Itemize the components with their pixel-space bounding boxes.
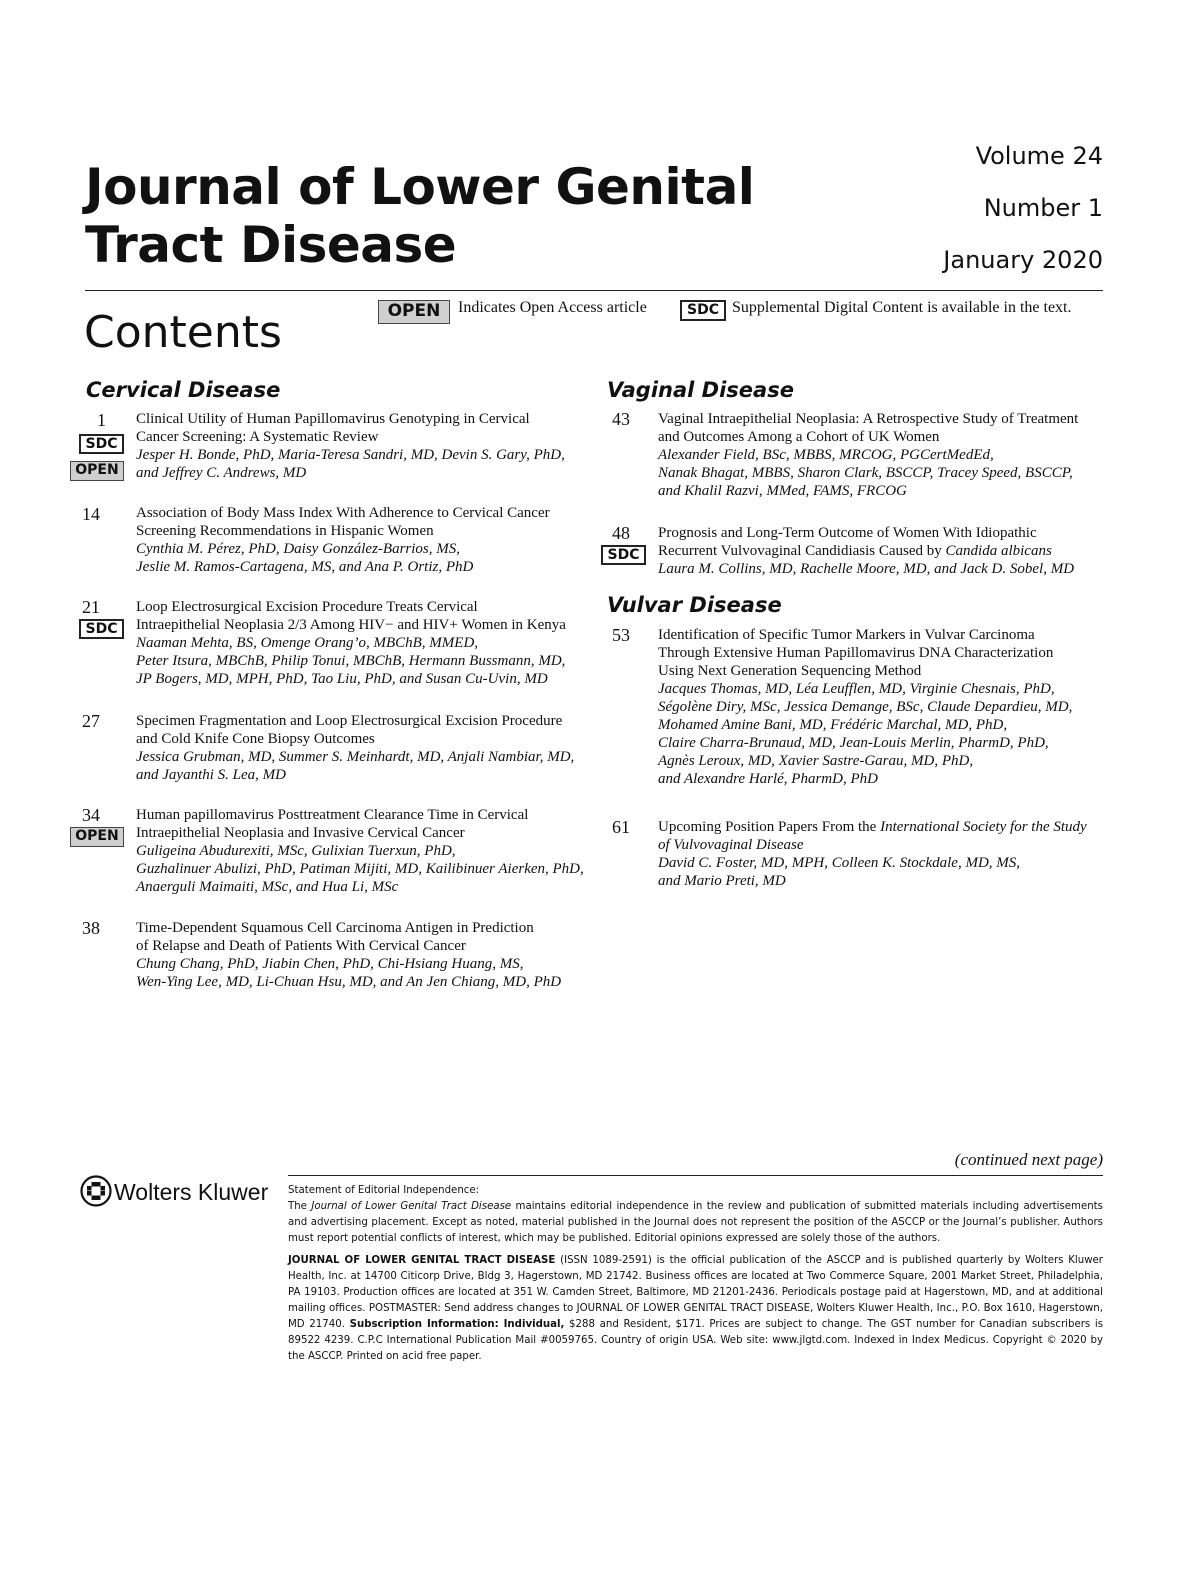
article-title[interactable]: Cancer Screening: A Systematic Review — [136, 429, 379, 445]
section-heading-cervical: Cervical Disease — [86, 378, 281, 402]
footer-text — [288, 1183, 1103, 1365]
sdc-legend-text: Supplemental Digital Content is available in the text. — [732, 299, 1072, 316]
article-authors: Wen-Ying Lee, MD, Li-Chuan Hsu, MD, and An Jen Chiang, MD, PhD — [136, 974, 562, 990]
article-authors: Laura M. Collins, MD, Rachelle Moore, MD, and Jack D. Sobel, MD — [658, 561, 1075, 577]
toc-entry[interactable] — [606, 626, 1116, 798]
page-number: 61 — [612, 817, 630, 837]
page-number: 38 — [82, 918, 100, 938]
toc-entry[interactable] — [70, 919, 610, 995]
article-title[interactable]: Identification of Specific Tumor Markers in Vulvar Carcinoma — [658, 627, 1035, 643]
journal-title-line2: Tract Disease — [85, 216, 457, 274]
page-number: 1 — [97, 410, 106, 430]
toc-entry[interactable] — [606, 410, 1116, 506]
page-number: 34 — [82, 805, 100, 825]
sdc-badge: SDC — [601, 545, 646, 565]
sdc-badge: SDC — [680, 300, 726, 321]
badge-legend — [378, 297, 1108, 329]
continued-note: (continued next page) — [954, 1150, 1103, 1169]
article-authors: Nanak Bhagat, MBBS, Sharon Clark, BSCCP, Tracey Speed, BSCCP, — [658, 465, 1073, 481]
article-title[interactable]: Intraepithelial Neoplasia 2/3 Among HIV− and HIV+ Women in Kenya — [136, 617, 566, 633]
toc-entry[interactable] — [70, 504, 610, 580]
open-access-badge: OPEN — [70, 461, 124, 481]
article-authors: and Khalil Razvi, MMed, FAMS, FRCOG — [658, 483, 907, 499]
volume-label: Volume 24 — [975, 142, 1103, 170]
editorial-heading: Statement of Editorial Independence: — [288, 1185, 480, 1196]
article-title[interactable]: and Outcomes Among a Cohort of UK Women — [658, 429, 940, 445]
journal-name: JOURNAL OF LOWER GENITAL TRACT DISEASE — [288, 1255, 556, 1266]
publisher-name: Wolters Kluwer — [114, 1179, 269, 1205]
page-number: 27 — [82, 711, 100, 731]
article-authors: Mohamed Amine Bani, MD, Frédéric Marchal, MD, PhD, — [658, 717, 1008, 733]
article-authors: Jesper H. Bonde, PhD, Maria-Teresa Sandri, MD, Devin S. Gary, PhD, — [136, 447, 565, 463]
article-title[interactable]: Through Extensive Human Papillomavirus DNA Characterization — [658, 645, 1054, 661]
page-number: 43 — [612, 409, 630, 429]
issue-date: January 2020 — [943, 246, 1103, 274]
article-title[interactable]: Recurrent Vulvovaginal Candidiasis Caused by Candida albicans — [658, 543, 1052, 559]
article-authors: Claire Charra-Brunaud, MD, Jean-Louis Merlin, PharmD, PhD, — [658, 735, 1049, 751]
page-number: 53 — [612, 625, 630, 645]
article-title[interactable]: Loop Electrosurgical Excision Procedure Treats Cervical — [136, 599, 478, 615]
article-authors: David C. Foster, MD, MPH, Colleen K. Stockdale, MD, MS, — [658, 855, 1021, 871]
page-number: 14 — [82, 504, 100, 524]
article-authors: and Jeffrey C. Andrews, MD — [136, 465, 307, 481]
article-title[interactable]: of Vulvovaginal Disease — [658, 837, 804, 853]
page-number: 48 — [612, 523, 630, 543]
sdc-badge: SDC — [79, 619, 124, 639]
article-title[interactable]: Specimen Fragmentation and Loop Electrosurgical Excision Procedure — [136, 713, 563, 729]
section-heading-vulvar: Vulvar Disease — [607, 593, 782, 617]
editorial-statement: Statement of Editorial Independence: The Journal of Lower Genital Tract Disease maintains editorial independence in the review and publication of submitted materials including advertisements and advertising placement. Except as noted, material published in the Journal does not represent the position of the ASCCP or the Journal’s publisher. Authors must report potential conflicts of interest, which may be published. Editorial opinions expressed are solely those of the authors. — [288, 1185, 1103, 1244]
article-authors: Naaman Mehta, BS, Omenge Orang’o, MBChB, MMED, — [136, 635, 479, 651]
article-authors: Jessica Grubman, MD, Summer S. Meinhardt, MD, Anjali Nambiar, MD, — [136, 749, 575, 765]
footer-divider — [288, 1175, 1103, 1176]
article-title[interactable]: and Cold Knife Cone Biopsy Outcomes — [136, 731, 375, 747]
contents-heading: Contents — [84, 307, 282, 358]
article-authors: Cynthia M. Pérez, PhD, Daisy González-Barrios, MS, — [136, 541, 460, 557]
article-title[interactable]: Time-Dependent Squamous Cell Carcinoma Antigen in Prediction — [136, 920, 534, 936]
section-heading-vaginal: Vaginal Disease — [607, 378, 794, 402]
article-authors: and Jayanthi S. Lea, MD — [136, 767, 286, 783]
article-authors: Agnès Leroux, MD, Xavier Sastre-Garau, MD, PhD, — [658, 753, 974, 769]
open-access-legend-text: Indicates Open Access article — [458, 299, 647, 316]
article-authors: Jeslie M. Ramos-Cartagena, MS, and Ana P. Ortiz, PhD — [136, 559, 474, 575]
journal-title-line1: Journal of Lower Genital — [85, 158, 755, 216]
journal-name: Journal of Lower Genital Tract Disease — [311, 1201, 512, 1212]
article-authors: Ségolène Diry, MSc, Jessica Demange, BSc, Claude Depardieu, MD, — [658, 699, 1073, 715]
subscription-label: Subscription Information: Individual, — [349, 1319, 565, 1330]
article-title[interactable]: Clinical Utility of Human Papillomavirus Genotyping in Cervical — [136, 411, 530, 427]
publication-info: JOURNAL OF LOWER GENITAL TRACT DISEASE (ISSN 1089-2591) is the official publication of the ASCCP and is published quarterly by Wolters Kluwer Health, Inc. at 14700 Citicorp Drive, Bldg 3, Hagerstown, MD 21742. Business offices are located at Two Commerce Square, 2001 Market Street, Philadelphia, PA 19103. Production offices are located at 351 W. Camden Street, Baltimore, MD 21201-2436. Periodicals postage paid at Hagerstown, MD, and at additional mailing offices. POSTMASTER: Send address changes to JOURNAL OF LOWER GENITAL TRACT DISEASE, Wolters Kluwer Health, Inc., P.O. Box 1610, Hagerstown, MD 21740. Subscription Information: Individual, $288 and Resident, $171. Prices are subject to change. The GST number for Canadian subscribers is 89522 4239. C.P.C International Publication Mail #0059765. Country of origin USA. Web site: www.jlgtd.com. Indexed in Index Medicus. Copyright © 2020 by the ASCCP. Printed on acid free paper. — [288, 1255, 1104, 1362]
article-authors: JP Bogers, MD, MPH, PhD, Tao Liu, PhD, and Susan Cu-Uvin, MD — [136, 671, 548, 687]
page-number: 21 — [82, 597, 100, 617]
article-authors: Guligeina Abudurexiti, MSc, Gulixian Tuerxun, PhD, — [136, 843, 456, 859]
article-authors: Chung Chang, PhD, Jiabin Chen, PhD, Chi-Hsiang Huang, MS, — [136, 956, 524, 972]
article-title[interactable]: Intraepithelial Neoplasia and Invasive Cervical Cancer — [136, 825, 465, 841]
article-title[interactable]: Vaginal Intraepithelial Neoplasia: A Retrospective Study of Treatment — [658, 411, 1079, 427]
wolters-kluwer-logo-icon — [80, 1175, 112, 1207]
toc-entry[interactable] — [606, 818, 1122, 894]
toc-entry[interactable] — [70, 712, 610, 788]
toc-entry[interactable] — [70, 806, 610, 902]
article-title[interactable]: Association of Body Mass Index With Adherence to Cervical Cancer — [136, 505, 550, 521]
article-title[interactable]: Human papillomavirus Posttreatment Clearance Time in Cervical — [136, 807, 529, 823]
article-authors: Anaerguli Maimaiti, MSc, and Hua Li, MSc — [136, 879, 399, 895]
article-authors: Alexander Field, BSc, MBBS, MRCOG, PGCertMedEd, — [658, 447, 994, 463]
journal-title — [85, 158, 785, 274]
article-title[interactable]: Using Next Generation Sequencing Method — [658, 663, 922, 679]
sdc-badge: SDC — [79, 434, 124, 454]
open-access-badge: OPEN — [378, 300, 450, 324]
article-title[interactable]: Upcoming Position Papers From the International Society for the Study — [658, 819, 1087, 835]
article-authors: Jacques Thomas, MD, Léa Leufflen, MD, Virginie Chesnais, PhD, — [658, 681, 1055, 697]
header-divider — [85, 290, 1103, 291]
article-title[interactable]: Screening Recommendations in Hispanic Women — [136, 523, 434, 539]
article-authors: Peter Itsura, MBChB, Philip Tonui, MBChB, Hermann Bussmann, MD, — [136, 653, 566, 669]
open-access-badge: OPEN — [70, 827, 124, 847]
toc-entry[interactable] — [70, 410, 610, 490]
toc-entry[interactable] — [600, 524, 1116, 584]
article-authors: and Alexandre Harlé, PharmD, PhD — [658, 771, 878, 787]
article-authors: and Mario Preti, MD — [658, 873, 786, 889]
issue-info — [943, 139, 1103, 295]
number-label: Number 1 — [983, 194, 1103, 222]
toc-entry[interactable] — [70, 598, 610, 694]
article-authors: Guzhalinuer Abulizi, PhD, Patiman Mijiti, MD, Kailibinuer Aierken, PhD, — [136, 861, 584, 877]
article-title[interactable]: Prognosis and Long-Term Outcome of Women With Idiopathic — [658, 525, 1037, 541]
article-title[interactable]: of Relapse and Death of Patients With Cervical Cancer — [136, 938, 466, 954]
